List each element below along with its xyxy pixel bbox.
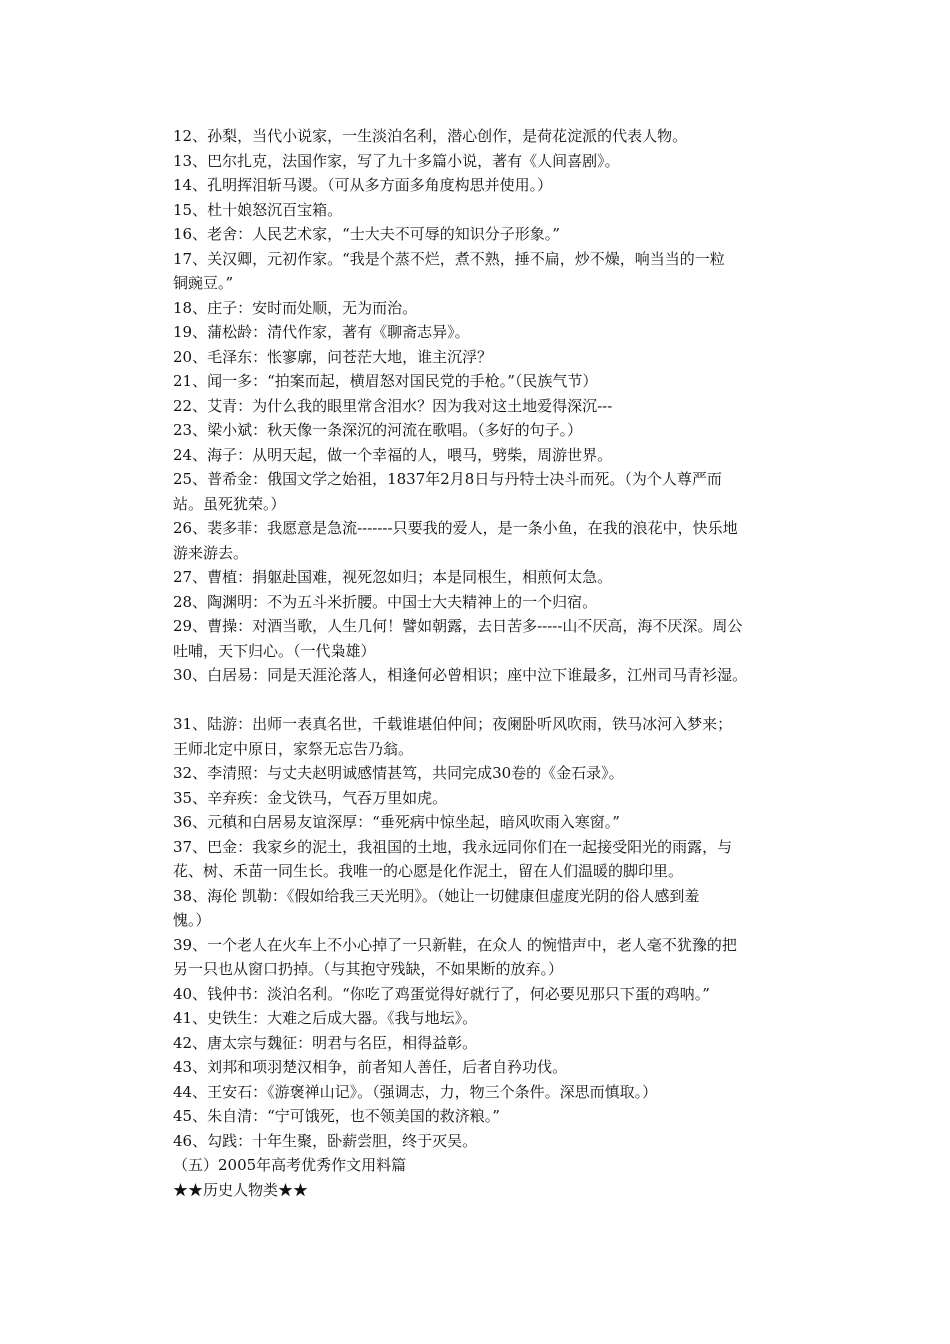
text-line: 王师北定中原日，家祭无忘告乃翁。 — [173, 739, 414, 758]
text-line: 13、巴尔扎克，法国作家，写了九十多篇小说，著有《人间喜剧》。 — [173, 151, 620, 170]
text-line: 27、曹植：捐躯赴国难，视死忽如归；本是同根生，相煎何太急。 — [173, 568, 613, 586]
text-line: 19、蒲松龄：清代作家，著有《聊斋志异》。 — [173, 323, 470, 341]
text-line: 花、树、禾苗一同生长。我唯一的心愿是化作泥土，留在人们温暖的脚印里。 — [173, 862, 684, 880]
text-line: 愧。） — [173, 911, 211, 929]
text-line: 29、曹操：对酒当歌，人生几何！譬如朝露，去日苦多-----山不厌高，海不厌深。周公 — [173, 617, 743, 635]
text-line: 16、老舍：人民艺术家，“士大夫不可辱的知识分子形象。” — [173, 225, 560, 243]
text-line: 14、孔明挥泪斩马谡。（可从多方面多角度构思并使用。） — [173, 176, 553, 194]
text-line: 46、勾践：十年生聚，卧薪尝胆，终于灭吴。 — [173, 1131, 478, 1150]
text-line: 25、普希金：俄国文学之始祖，1837年2月8日与丹特士决斗而死。（为个人尊严而 — [173, 470, 722, 488]
text-line: 35、辛弃疾：金戈铁马，气吞万里如虎。 — [173, 788, 448, 807]
text-line: 20、毛泽东：怅寥廓，问苍茫大地，谁主沉浮？ — [173, 347, 493, 366]
text-line: 42、唐太宗与魏征：明君与名臣，相得益彰。 — [173, 1033, 478, 1052]
section-heading: （五）2005年高考优秀作文用料篇 — [173, 1156, 407, 1174]
text-line: 游来游去。 — [173, 543, 249, 562]
text-line: 44、王安石：《游褒禅山记》。（强调志，力，物三个条件。深思而慎取。） — [173, 1082, 658, 1101]
text-line: 41、史铁生：大难之后成大器。《我与地坛》。 — [173, 1009, 478, 1027]
text-line: 40、钱仲书：淡泊名利。“你吃了鸡蛋觉得好就行了，何必要见那只下蛋的鸡呐。” — [173, 984, 710, 1003]
text-line: 22、艾青：为什么我的眼里常含泪水？因为我对这土地爱得深沉--- — [173, 396, 613, 415]
text-line: 38、海伦 凯勒：《假如给我三天光明》。（她让一切健康但虚度光阴的俗人感到羞 — [173, 886, 700, 905]
text-line: 12、孙梨，当代小说家，一生淡泊名利，潜心创作，是荷花淀派的代表人物。 — [173, 127, 688, 145]
text-line: 23、梁小斌：秋天像一条深沉的河流在歌唱。（多好的句子。） — [173, 421, 583, 439]
text-line: 17、关汉卿，元初作家。“我是个蒸不烂，煮不熟，捶不扁，炒不燥，响当当的一粒 — [173, 249, 725, 268]
text-line: 站。虽死犹荣。） — [173, 494, 286, 513]
text-line: 15、杜十娘怒沉百宝箱。 — [173, 200, 343, 219]
text-line: 37、巴金：我家乡的泥土，我祖国的土地，我永远同你们在一起接受阳光的雨露，与 — [173, 837, 733, 856]
text-line: 30、白居易：同是天涯沦落人，相逢何必曾相识；座中泣下谁最多，江州司马青衫湿。 — [173, 666, 748, 684]
category-heading: ★★历史人物类★★ — [173, 1180, 309, 1199]
text-line: 43、刘邦和项羽楚汉相争，前者知人善任，后者自矜功伐。 — [173, 1058, 568, 1076]
text-line: 18、庄子：安时而处顺，无为而治。 — [173, 298, 418, 317]
text-line: 吐哺，天下归心。（一代枭雄） — [173, 641, 376, 660]
document-page — [173, 124, 821, 1202]
text-line: 26、裴多菲：我愿意是急流-------只要我的爱人，是一条小鱼，在我的浪花中，快乐地 — [173, 519, 738, 537]
text-line: 24、海子：从明天起，做一个幸福的人，喂马，劈柴，周游世界。 — [173, 445, 613, 464]
text-line: 铜豌豆。” — [173, 274, 234, 292]
text-line: 21、闻一多：“拍案而起，横眉怒对国民党的手枪。”（民族气节） — [173, 372, 598, 390]
text-line: 另一只也从窗口扔掉。（与其抱守残缺，不如果断的放弃。） — [173, 960, 564, 978]
text-line: 31、陆游：出师一表真名世，千载谁堪伯仲间；夜阑卧听风吹雨，铁马冰河入梦来； — [173, 715, 733, 733]
text-line: 39、一个老人在火车上不小心掉了一只新鞋，在众人 的惋惜声中，老人毫不犹豫的把 — [173, 935, 737, 954]
blank-line — [173, 688, 821, 713]
text-line: 28、陶渊明：不为五斗米折腰。中国士大夫精神上的一个归宿。 — [173, 592, 598, 611]
text-line: 36、元稹和白居易友谊深厚：“垂死病中惊坐起，暗风吹雨入寒窗。” — [173, 813, 620, 831]
text-line: 32、李清照：与丈夫赵明诚感情甚笃，共同完成30卷的《金石录》。 — [173, 764, 624, 782]
text-line: 45、朱自清：“宁可饿死，也不领美国的救济粮。” — [173, 1107, 500, 1125]
